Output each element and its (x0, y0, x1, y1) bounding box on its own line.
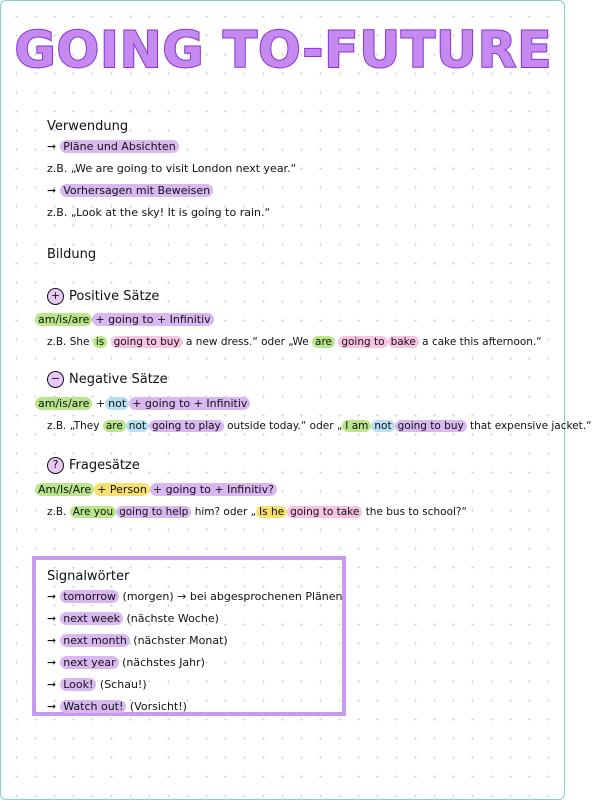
arrow-icon: ➞ (47, 656, 57, 669)
signal-note: (nächster Monat) (133, 634, 228, 647)
plus-icon: + (47, 288, 64, 305)
example-highlight: going to play (149, 420, 224, 432)
example-highlight: I am (342, 420, 371, 432)
signal-note: (morgen) → bei abgesprochenen Plänen (122, 590, 343, 603)
formula-part: + going to + Infinitiv (129, 397, 250, 410)
list-item (47, 655, 205, 671)
example-text: outside today.“ oder „ (227, 420, 343, 432)
signal-note: (Schau!) (99, 678, 147, 691)
page-title: GOING TO-FUTURE (14, 21, 553, 79)
signal-word: Look! (60, 678, 96, 691)
section-heading-signal: Signalwörter (47, 569, 130, 584)
subheading-label: Positive Sätze (69, 289, 160, 304)
signal-word: next week (60, 612, 123, 625)
subheading-negative (47, 371, 168, 388)
example-line: z.B. „We are going to visit London next year.“ (47, 162, 297, 175)
subheading-label: Fragesätze (69, 458, 140, 473)
formula-negative (35, 396, 250, 412)
signal-word: tomorrow (60, 590, 119, 603)
arrow-icon: ➞ (47, 634, 57, 647)
example-highlight: are (103, 420, 126, 432)
list-item (47, 633, 228, 649)
formula-part: + going to + Infinitiv? (150, 483, 277, 496)
list-item (47, 677, 147, 693)
example-highlight: going to buy (395, 420, 467, 432)
arrow-icon: ➞ (47, 184, 57, 197)
example-highlight: going to help (116, 506, 191, 518)
highlight-text: Pläne und Absichten (60, 140, 178, 153)
question-icon: ? (47, 457, 64, 474)
signal-word: next year (60, 656, 118, 669)
highlight-text: Vorhersagen mit Beweisen (60, 184, 213, 197)
list-item (47, 699, 187, 715)
section-heading-verwendung: Verwendung (47, 119, 129, 134)
arrow-icon: ➞ (47, 700, 57, 713)
example-highlight: is (93, 336, 107, 348)
example-highlight: Are you (70, 506, 116, 518)
signal-note: (nächste Woche) (126, 612, 219, 625)
formula-part: + Person (94, 483, 150, 496)
example-question (47, 504, 467, 520)
example-highlight: are (312, 336, 335, 348)
example-highlight: not (371, 420, 394, 432)
list-item (47, 611, 219, 627)
arrow-icon: ➞ (47, 590, 57, 603)
subheading-question (47, 457, 140, 474)
example-negative (47, 418, 592, 434)
list-item (47, 589, 342, 605)
example-text: that expensive jacket.“ (470, 420, 592, 432)
example-text: a cake this afternoon.“ (422, 336, 542, 348)
formula-part: am/is/are (35, 397, 92, 410)
subheading-label: Negative Sätze (69, 372, 168, 387)
section-heading-bildung: Bildung (47, 247, 97, 262)
example-line: z.B. „Look at the sky! It is going to rain.“ (47, 206, 271, 219)
signal-word: Watch out! (60, 700, 126, 713)
example-text: z.B. „They (47, 420, 100, 432)
signal-note: (Vorsicht!) (129, 700, 187, 713)
formula-positive (35, 312, 214, 328)
list-item-predictions (47, 183, 213, 199)
formula-part: Am/Is/Are (35, 483, 94, 496)
formula-part: not (105, 397, 129, 410)
example-highlight: bake (388, 336, 419, 348)
arrow-icon: ➞ (47, 612, 57, 625)
example-highlight: going to buy (111, 336, 183, 348)
signal-note: (nächstes Jahr) (122, 656, 205, 669)
example-text: the bus to school?“ (365, 506, 467, 518)
list-item-plans (47, 139, 179, 155)
minus-icon: − (47, 371, 64, 388)
formula-question (35, 482, 277, 498)
example-text: z.B. (47, 506, 67, 518)
arrow-icon: ➞ (47, 678, 57, 691)
formula-part: + going to + Infinitiv (92, 313, 213, 326)
example-highlight: going to (338, 336, 387, 348)
example-text: a new dress.“ oder „We (186, 336, 309, 348)
formula-part: + (95, 397, 106, 410)
example-highlight: not (126, 420, 149, 432)
example-positive (47, 334, 542, 350)
formula-part: am/is/are (35, 313, 92, 326)
example-text: him? oder „ (194, 506, 257, 518)
subheading-positive (47, 288, 159, 305)
example-highlight: going to take (287, 506, 362, 518)
signal-word: next month (60, 634, 130, 647)
example-highlight: Is he (256, 506, 287, 518)
arrow-icon: ➞ (47, 140, 57, 153)
example-text: z.B. She (47, 336, 90, 348)
